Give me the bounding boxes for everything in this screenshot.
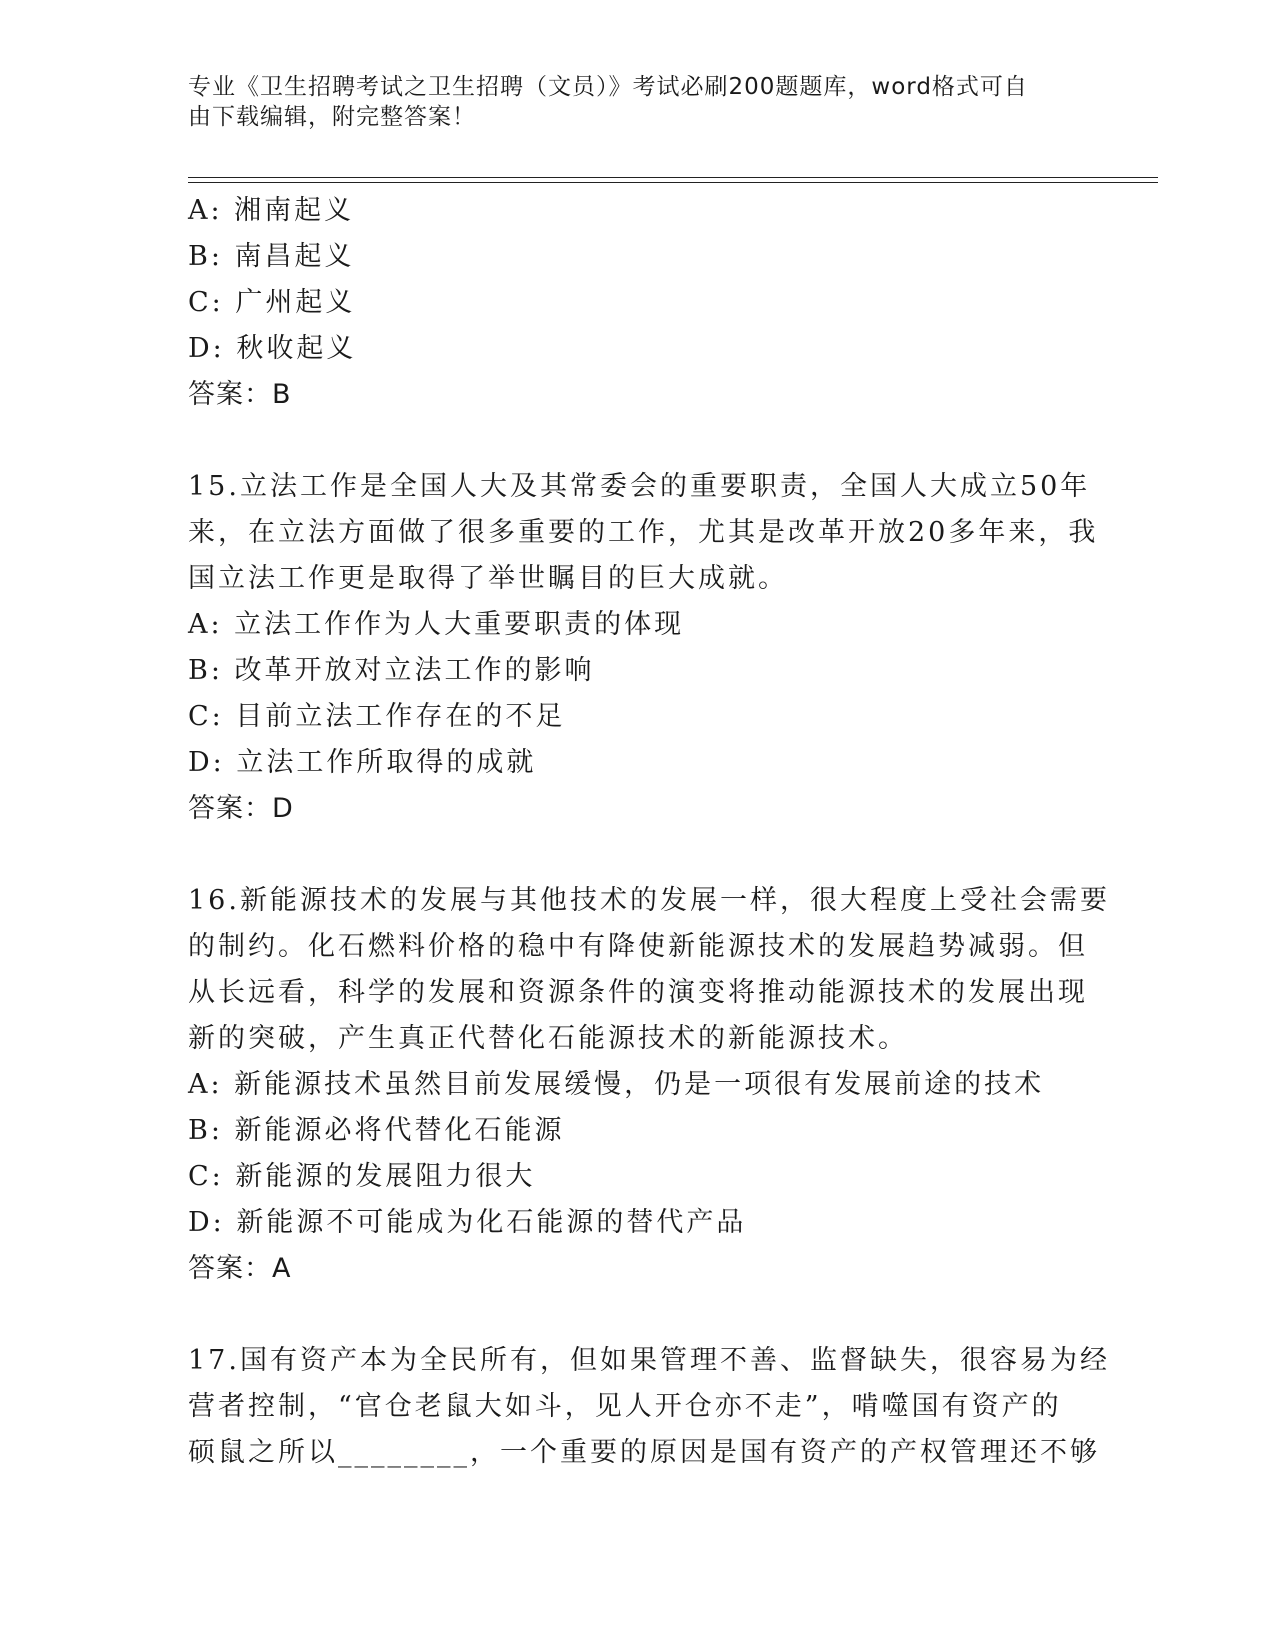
header-divider-top — [188, 177, 1158, 178]
question-stem-line: 的制约。化石燃料价格的稳中有降使新能源技术的发展趋势减弱。但 — [188, 931, 1088, 962]
question-stem-line: 硕鼠之所以________，一个重要的原因是国有资产的产权管理还不够 — [188, 1437, 1100, 1468]
option-a: A: 新能源技术虽然目前发展缓慢，仍是一项很有发展前途的技术 — [188, 1069, 1045, 1100]
question-spacer — [188, 1292, 1088, 1338]
question-stem-line: 16.新能源技术的发展与其他技术的发展一样，很大程度上受社会需要 — [188, 885, 1110, 916]
option-c: C: 目前立法工作存在的不足 — [188, 701, 566, 732]
question-15 — [188, 464, 1099, 832]
question-stem-line: 来，在立法方面做了很多重要的工作，尤其是改革开放20多年来，我 — [188, 517, 1099, 548]
question-stem-line: 17.国有资产本为全民所有，但如果管理不善、监督缺失，很容易为经 — [188, 1345, 1110, 1376]
answer-label: 答案：A — [188, 1253, 292, 1284]
answer-label: 答案：B — [188, 379, 292, 410]
question-spacer — [188, 418, 1088, 464]
question-stem-line: 国立法工作更是取得了举世瞩目的巨大成就。 — [188, 563, 788, 594]
option-c: C: 新能源的发展阻力很大 — [188, 1161, 536, 1192]
option-d: D: 新能源不可能成为化石能源的替代产品 — [188, 1207, 747, 1238]
option-b: B: 南昌起义 — [188, 241, 355, 272]
document-header — [188, 72, 1068, 132]
question-stem-line: 新的突破，产生真正代替化石能源技术的新能源技术。 — [188, 1023, 908, 1054]
option-a: A: 立法工作作为人大重要职责的体现 — [188, 609, 685, 640]
header-title-line-1: 专业《卫生招聘考试之卫生招聘（文员）》考试必刷200题题库，word格式可自 — [188, 74, 1028, 100]
question-spacer — [188, 832, 1088, 878]
question-stem-line: 从长远看，科学的发展和资源条件的演变将推动能源技术的发展出现 — [188, 977, 1088, 1008]
option-a: A: 湘南起义 — [188, 195, 355, 226]
option-c: C: 广州起义 — [188, 287, 356, 318]
header-title-line-2: 由下载编辑，附完整答案！ — [188, 104, 476, 130]
question-stem-line: 营者控制，“官仓老鼠大如斗，见人开仓亦不走”，啃噬国有资产的 — [188, 1391, 1062, 1422]
answer-label: 答案：D — [188, 793, 294, 824]
question-list — [188, 188, 1110, 1476]
question-16 — [188, 878, 1110, 1292]
option-b: B: 改革开放对立法工作的影响 — [188, 655, 595, 686]
question-14 — [188, 188, 1088, 418]
header-divider-bottom — [188, 182, 1158, 183]
option-b: B: 新能源必将代替化石能源 — [188, 1115, 565, 1146]
question-stem-line: 15.立法工作是全国人大及其常委会的重要职责，全国人大成立50年 — [188, 471, 1091, 502]
question-17 — [188, 1338, 1110, 1476]
option-d: D: 秋收起义 — [188, 333, 357, 364]
option-d: D: 立法工作所取得的成就 — [188, 747, 537, 778]
